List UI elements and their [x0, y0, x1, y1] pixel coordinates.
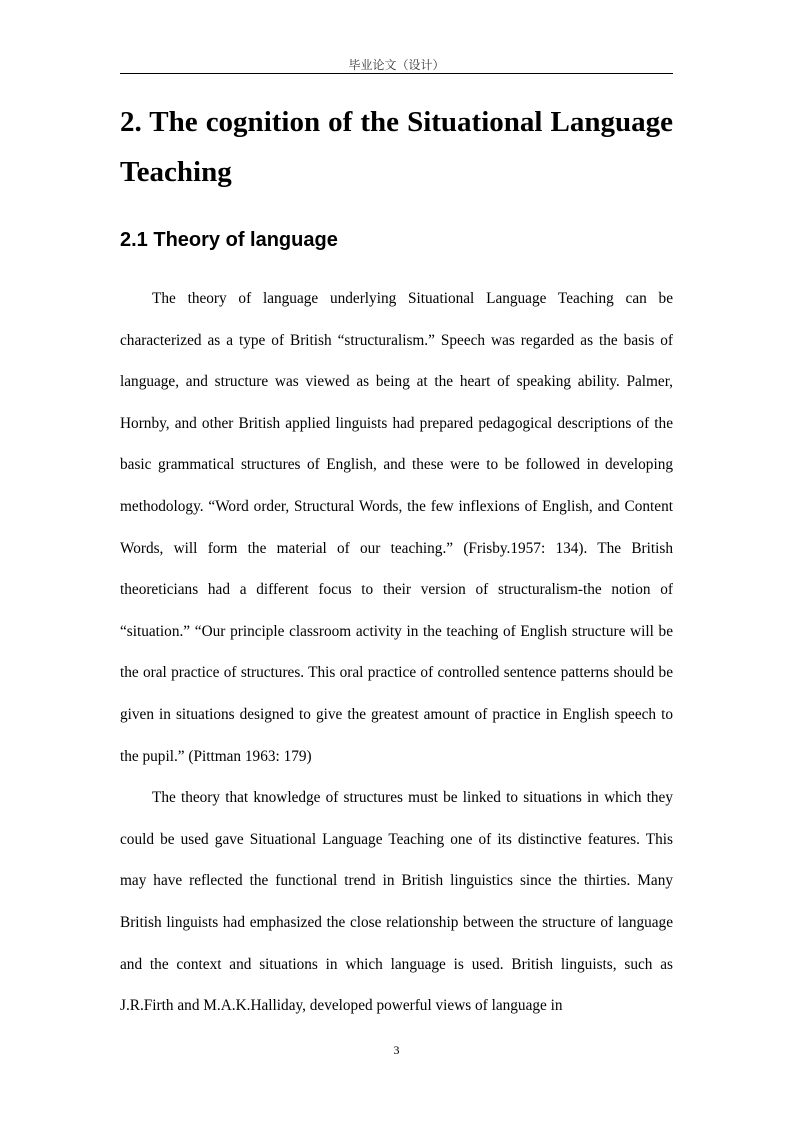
paragraph: The theory that knowledge of structures must be linked to situations in which they could be used gave Situational Language Teaching one of its distinctive features. This may have reflected the functional trend in British linguistics since the thirties. Many British linguists had emphasized the close relationship between the structure of language and the context and situations in which language is used. British linguists, such as J.R.Firth and M.A.K.Halliday, developed powerful views of language in [120, 789, 673, 1015]
page-number: 3 [393, 1043, 400, 1057]
body-text [120, 278, 673, 1027]
section-title: 2.1 Theory of language [120, 229, 338, 251]
paragraph: The theory of language underlying Situational Language Teaching can be characterized as a type of British “structuralism.” Speech was regarded as the basis of language, and structure was viewed as being at the heart of speaking ability. Palmer, Hornby, and other British applied linguists had prepared pedagogical descriptions of the basic grammatical structures of English, and these were to be followed in developing methodology. “Word order, Structural Words, the few inflexions of English, and Content Words, will form the material of our teaching.” (Frisby.1957: 134). The British theoreticians had a different focus to their version of structuralism-the notion of “situation.” “Our principle classroom activity in the teaching of English structure will be the oral practice of structures. This oral practice of controlled sentence patterns should be given in situations designed to give the greatest amount of practice in English speech to the pupil.” (Pittman 1963: 179) [120, 290, 673, 765]
running-header: 毕业论文（设计） [348, 58, 445, 72]
chapter-title: 2. The cognition of the Situational Language Teaching [120, 106, 673, 188]
header-rule [120, 73, 673, 74]
